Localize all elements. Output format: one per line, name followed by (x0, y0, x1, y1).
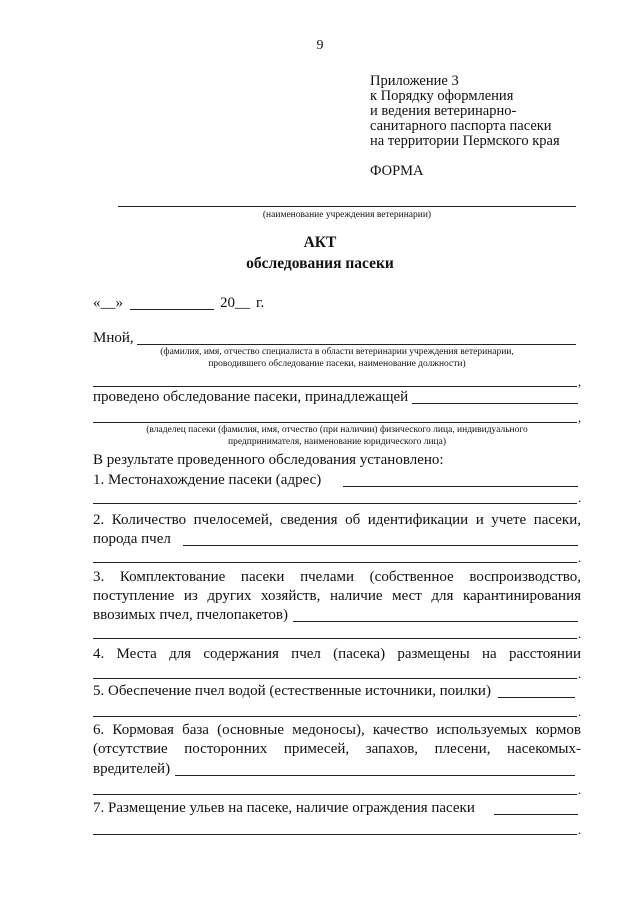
item-2-line-2: порода пчел (93, 531, 171, 547)
item-1-field[interactable] (343, 486, 578, 487)
dot: . (578, 490, 582, 505)
item-6-line-2: (отсутствие посторонних примесей, запахов, плесени, насекомых- (93, 741, 581, 757)
caption-line: проводившего обследование пасеки, наименование должности) (208, 359, 466, 369)
specialist-field-cont[interactable] (93, 386, 577, 387)
item-3-field[interactable] (293, 621, 578, 622)
caption-line: (фамилия, имя, отчество специалиста в области ветеринарии учреждения ветеринарии, (160, 347, 514, 357)
institution-caption: (наименование учреждения ветеринарии) (262, 210, 432, 220)
result-intro: В результате проведенного обследования установлено: (93, 452, 444, 468)
page-number: 9 (316, 38, 324, 53)
item-6-field-cont[interactable] (93, 794, 577, 795)
dot: . (578, 782, 582, 797)
item-5-field-cont[interactable] (93, 716, 577, 717)
institution-line[interactable] (118, 206, 576, 207)
item-3-line-1: 3. Комплектование пасеки пчелами (собственное воспроизводство, (93, 569, 581, 585)
item-6-line-3: вредителей) (93, 761, 171, 777)
item-3-line-2: поступление из других хозяйств, наличие мест для карантинирования (93, 588, 581, 604)
date-year-prefix: 20__ (220, 295, 250, 311)
dot: . (578, 704, 582, 719)
item-3-line-3: ввозимых пчел, пчелопакетов) (93, 607, 288, 623)
owner-text: проведено обследование пасеки, принадлежащей (93, 389, 409, 405)
date-day: «__» (93, 295, 123, 311)
item-3-field-cont[interactable] (93, 638, 577, 639)
appendix-line: Приложение 3 (370, 73, 459, 89)
comma: , (578, 410, 582, 425)
dot: . (578, 822, 582, 837)
item-1-text: 1. Местонахождение пасеки (адрес) (93, 472, 322, 488)
item-7-field-cont[interactable] (93, 834, 577, 835)
item-1-field-cont[interactable] (93, 503, 577, 504)
item-6-field[interactable] (175, 775, 575, 776)
appendix-line: санитарного паспорта пасеки (370, 118, 552, 134)
item-4-field[interactable] (93, 678, 577, 679)
appendix-line: к Порядку оформления (370, 88, 514, 104)
dot: . (578, 626, 582, 641)
date-month-field[interactable] (130, 309, 214, 310)
item-4-text: 4. Места для содержания пчел (пасека) размещены на расстоянии (93, 646, 581, 662)
appendix-line: и ведения ветеринарно- (370, 103, 517, 119)
form-label: ФОРМА (370, 163, 424, 179)
item-5-field[interactable] (498, 697, 575, 698)
act-subtitle: обследования пасеки (246, 255, 394, 272)
caption-line: (владелец пасеки (фамилия, имя, отчество (при наличии) физического лица, индивидуального (146, 425, 528, 435)
item-2-field-cont[interactable] (93, 562, 577, 563)
owner-field-cont[interactable] (93, 422, 577, 423)
appendix-block (370, 74, 560, 149)
item-7-text: 7. Размещение ульев на пасеке, наличие ограждения пасеки (93, 800, 475, 816)
item-2-field[interactable] (183, 545, 578, 546)
item-2-line-1: 2. Количество пчелосемей, сведения об идентификации и учете пасеки, (93, 512, 581, 528)
specialist-caption (93, 346, 581, 370)
act-title: АКТ (303, 234, 337, 251)
specialist-field[interactable] (137, 344, 576, 345)
appendix-line: на территории Пермского края (370, 133, 560, 149)
item-7-field[interactable] (494, 814, 578, 815)
item-5-text: 5. Обеспечение пчел водой (естественные источники, поилки) (93, 683, 491, 699)
caption-line: предпринимателя, наименование юридического лица) (227, 437, 447, 447)
dot: . (578, 666, 582, 681)
owner-field[interactable] (412, 403, 578, 404)
item-6-line-1: 6. Кормовая база (основные медоносы), качество используемых кормов (93, 722, 581, 738)
comma: , (578, 374, 582, 389)
dot: . (578, 550, 582, 565)
date-year-suffix: г. (256, 295, 265, 311)
owner-caption (93, 424, 581, 448)
specialist-label: Мной, (93, 330, 134, 346)
